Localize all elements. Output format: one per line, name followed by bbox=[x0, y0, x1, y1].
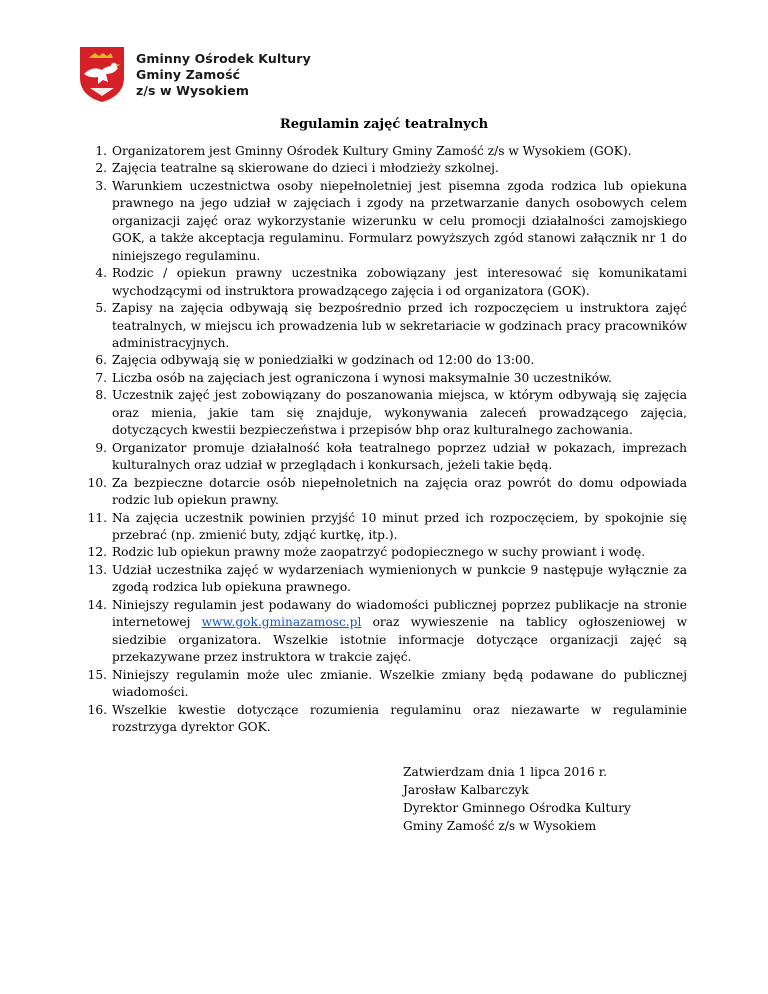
signature-block bbox=[403, 763, 631, 835]
rule-item bbox=[95, 143, 687, 160]
signatory-organization: Gminy Zamość z/s w Wysokiem bbox=[403, 819, 597, 833]
organization-name bbox=[136, 44, 311, 99]
rule-item bbox=[95, 300, 687, 352]
rule-number: 6. bbox=[95, 353, 107, 368]
rule-number: 1. bbox=[95, 144, 107, 158]
rule-item bbox=[95, 265, 687, 300]
rule-text: Wszelkie kwestie dotyczące rozumienia regulaminu oraz niezawarte w regulaminie rozstrzyga dyrektor GOK. bbox=[112, 702, 687, 734]
signatory-title: Dyrektor Gminnego Ośrodka Kultury bbox=[403, 801, 631, 815]
rule-text: Zapisy na zajęcia odbywają się bezpośrednio przed ich rozpoczęciem u instruktora zajęć teatralnych, w miejscu ich prowadzenia lub w sekretariacie w godzinach pracy pracowników administracyjnych. bbox=[112, 301, 687, 350]
rule-item bbox=[87, 702, 687, 737]
rule-text: Uczestnik zajęć jest zobowiązany do poszanowania miejsca, w którym odbywają się zajęcia oraz mienia, jakie tam się znajduje, wykonywania zaleceń prowadzącego zajęcia, dotyczących kwestii bezpieczeństwa i przepisów bhp oraz kulturalnego zachowania. bbox=[112, 388, 687, 438]
rule-number: 4. bbox=[95, 266, 107, 281]
rules-list bbox=[87, 143, 688, 736]
rule-number: 12. bbox=[87, 545, 107, 560]
rule-number: 15. bbox=[87, 667, 107, 682]
rule-number: 10. bbox=[87, 475, 107, 490]
organization-line-3: z/s w Wysokiem bbox=[136, 83, 249, 98]
rule-item bbox=[87, 544, 687, 561]
rule-text: Zajęcia odbywają się w poniedziałki w godzinach od 12:00 do 13:00. bbox=[112, 353, 535, 368]
organization-line-2: Gminy Zamość bbox=[136, 67, 241, 82]
rule-text: Udział uczestnika zajęć w wydarzeniach wymienionych w punkcie 9 następuje wyłącznie za zgodą rodzica lub opiekuna prawnego. bbox=[112, 562, 687, 595]
rule-number: 3. bbox=[95, 178, 107, 193]
rule-number: 13. bbox=[87, 562, 107, 577]
rule-number: 5. bbox=[95, 301, 107, 316]
coat-of-arms-icon bbox=[76, 44, 128, 104]
approval-date: Zatwierdzam dnia 1 lipca 2016 r. bbox=[403, 765, 608, 779]
document-title: Regulamin zajęć teatralnych bbox=[279, 117, 489, 132]
rule-number: 2. bbox=[95, 161, 107, 176]
rule-text: Za bezpieczne dotarcie osób niepełnoletnich na zajęcia oraz powrót do domu odpowiada rodzic lub opiekun prawny. bbox=[112, 475, 687, 508]
rule-text: Na zajęcia uczestnik powinien przyjść 10 minut przed ich rozpoczęciem, by spokojnie się przebrać (np. zmienić buty, zdjąć kurtkę, itp.). bbox=[112, 510, 687, 542]
rule-item bbox=[95, 440, 687, 475]
rule-number: 11. bbox=[87, 510, 107, 525]
rule-item bbox=[95, 387, 687, 439]
rule-text: Liczba osób na zajęciach jest ograniczona i wynosi maksymalnie 30 uczestników. bbox=[112, 370, 612, 385]
rule-item bbox=[95, 370, 687, 387]
rule-text: Organizator promuje działalność koła teatralnego poprzez udział w pokazach, imprezach kulturalnych oraz udział w przeglądach i konkursach, jeżeli takie będą. bbox=[112, 440, 687, 473]
rule-item bbox=[87, 475, 687, 510]
rule-item bbox=[87, 667, 687, 702]
rule-item bbox=[95, 160, 687, 177]
rule-text: Niniejszy regulamin może ulec zmianie. Wszelkie zmiany będą podawane do publicznej wiadomości. bbox=[112, 667, 687, 700]
rule-number: 9. bbox=[95, 440, 107, 455]
rule-item bbox=[87, 510, 687, 545]
rule-text: Zajęcia teatralne są skierowane do dzieci i młodzieży szkolnej. bbox=[112, 161, 499, 176]
rule-text: Organizatorem jest Gminny Ośrodek Kultury Gminy Zamość z/s w Wysokiem (GOK). bbox=[112, 144, 632, 158]
signatory-name: Jarosław Kalbarczyk bbox=[403, 783, 529, 797]
rule-number: 16. bbox=[87, 702, 107, 717]
rule-text: Warunkiem uczestnictwa osoby niepełnoletniej jest pisemna zgoda rodzica lub opiekuna prawnego na jego udział w zajęciach i zgody na przetwarzanie danych osobowych celem organizacji zajęć oraz wykorzystanie wizerunku w celu promocji działalności zamojskiego GOK, a także akceptacja regulaminu. Formularz powyższych zgód stanowi załącznik nr 1 do niniejszego regulaminu. bbox=[112, 178, 687, 263]
rule-text-after-link: oraz wywieszenie na tablicy ogłoszeniowej w siedzibie organizatora. Wszelkie istotnie informacje dotyczące organizacji zajęć są przekazywane przez instruktora w trakcie zajęć. bbox=[112, 615, 688, 665]
rule-item bbox=[95, 178, 687, 265]
rule-number: 14. bbox=[87, 597, 107, 612]
rule-text-before-link: Niniejszy regulamin jest podawany do wiadomości publicznej poprzez publikacje na stronie internetowej bbox=[112, 597, 687, 630]
rule-number: 8. bbox=[95, 388, 107, 403]
rule-item bbox=[87, 597, 688, 667]
rule-item bbox=[95, 352, 687, 369]
rule-number: 7. bbox=[95, 370, 107, 385]
rule-text: Rodzic lub opiekun prawny może zaopatrzyć podopiecznego w suchy prowiant i wodę. bbox=[112, 545, 646, 560]
website-link[interactable]: www.gok.gminazamosc.pl bbox=[201, 615, 362, 630]
logo bbox=[76, 44, 311, 104]
organization-line-1: Gminny Ośrodek Kultury bbox=[136, 51, 311, 66]
rule-item bbox=[87, 562, 687, 597]
rule-text: Rodzic / opiekun prawny uczestnika zobowiązany jest interesować się komunikatami wychodzącymi od instruktora prowadzącego zajęcia i od organizatora (GOK). bbox=[112, 266, 687, 298]
